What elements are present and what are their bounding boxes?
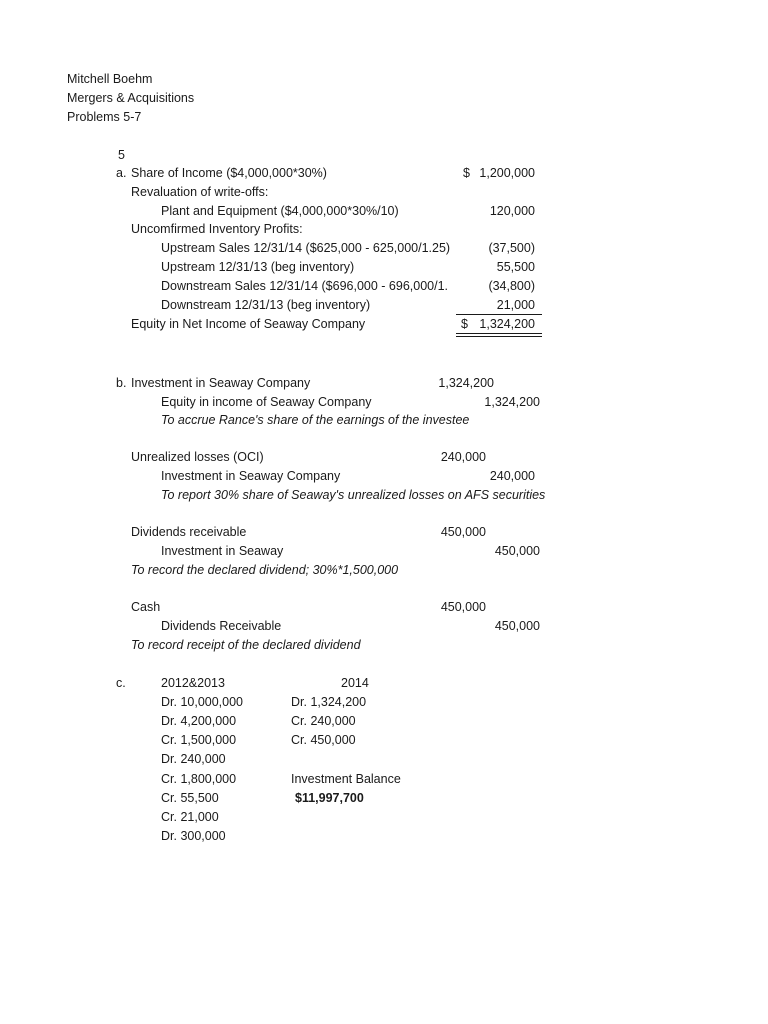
ledger-entry-2014: Cr. 450,000 bbox=[291, 733, 356, 747]
problem-number: 5 bbox=[118, 148, 125, 162]
ledger-entry-2012-2013: Dr. 240,000 bbox=[161, 752, 226, 766]
author-name: Mitchell Boehm bbox=[67, 72, 153, 86]
share-of-income-value: 1,200,000 bbox=[479, 166, 535, 180]
equity-net-income-label: Equity in Net Income of Seaway Company bbox=[131, 317, 366, 331]
ledger-entry-2012-2013: Cr. 21,000 bbox=[161, 810, 219, 824]
journal-debit-account: Investment in Seaway Company bbox=[131, 376, 311, 390]
col-2012-2013-header: 2012&2013 bbox=[161, 676, 225, 690]
journal-credit-account: Dividends Receivable bbox=[161, 619, 282, 633]
total-double-rule-1 bbox=[456, 333, 542, 334]
journal-credit-account: Investment in Seaway bbox=[161, 544, 284, 558]
journal-debit-account: Dividends receivable bbox=[131, 525, 247, 539]
revaluation-label: Revaluation of write-offs: bbox=[131, 185, 269, 199]
upstream-2013-label: Upstream 12/31/13 (beg inventory) bbox=[161, 260, 355, 274]
journal-credit-account: Investment in Seaway Company bbox=[161, 469, 341, 483]
journal-debit-amount: 1,324,200 bbox=[438, 376, 494, 390]
journal-debit-account: Cash bbox=[131, 600, 161, 614]
ledger-entry-2012-2013: Cr. 55,500 bbox=[161, 791, 219, 805]
journal-debit-amount: 450,000 bbox=[440, 600, 486, 614]
ledger-entry-2012-2013: Dr. 4,200,000 bbox=[161, 714, 237, 728]
equity-net-income-value: 1,324,200 bbox=[479, 317, 535, 331]
journal-debit-amount: 450,000 bbox=[440, 525, 486, 539]
journal-memo: To accrue Rance's share of the earnings of the investee bbox=[161, 413, 470, 427]
share-of-income-label: Share of Income ($4,000,000*30%) bbox=[131, 166, 327, 180]
upstream-2013-value: 55,500 bbox=[496, 260, 535, 274]
upstream-sales-2014-value: (37,500) bbox=[488, 241, 535, 255]
journal-credit-amount: 450,000 bbox=[494, 544, 540, 558]
ledger-entry-2014: Cr. 240,000 bbox=[291, 714, 356, 728]
ledger-entry-2012-2013: Dr. 10,000,000 bbox=[161, 695, 244, 709]
part-a-label: a. bbox=[116, 166, 127, 180]
total-double-rule-2 bbox=[456, 336, 542, 337]
plant-equipment-label: Plant and Equipment ($4,000,000*30%/10) bbox=[161, 204, 399, 218]
downstream-sales-2014-value: (34,800) bbox=[488, 279, 535, 293]
ledger-entry-2012-2013: Dr. 300,000 bbox=[161, 829, 226, 843]
col-2014-header: 2014 bbox=[341, 676, 369, 690]
part-c-label: c. bbox=[116, 676, 126, 690]
upstream-sales-2014-label: Upstream Sales 12/31/14 ($625,000 - 625,000/1.25) bbox=[161, 241, 451, 255]
journal-credit-amount: 240,000 bbox=[489, 469, 535, 483]
share-of-income-dollar: $ bbox=[463, 166, 470, 180]
total-top-rule bbox=[456, 314, 542, 315]
journal-credit-amount: 450,000 bbox=[494, 619, 540, 633]
ledger-entry-2012-2013: Cr. 1,500,000 bbox=[161, 733, 237, 747]
unconfirmed-inventory-label: Uncomfirmed Inventory Profits: bbox=[131, 222, 303, 236]
investment-balance-value: $11,997,700 bbox=[295, 791, 364, 805]
problems-label: Problems 5-7 bbox=[67, 110, 142, 124]
equity-net-income-dollar: $ bbox=[461, 317, 468, 331]
journal-debit-amount: 240,000 bbox=[440, 450, 486, 464]
journal-credit-account: Equity in income of Seaway Company bbox=[161, 395, 372, 409]
part-b-label: b. bbox=[116, 376, 127, 390]
plant-equipment-value: 120,000 bbox=[489, 204, 535, 218]
journal-credit-amount: 1,324,200 bbox=[484, 395, 540, 409]
ledger-entry-2014: Dr. 1,324,200 bbox=[291, 695, 367, 709]
journal-memo: To report 30% share of Seaway's unrealized losses on AFS securities bbox=[161, 488, 546, 502]
downstream-sales-2014-label: Downstream Sales 12/31/14 ($696,000 - 696,000/1. bbox=[161, 279, 448, 293]
journal-debit-account: Unrealized losses (OCI) bbox=[131, 450, 264, 464]
downstream-2013-value: 21,000 bbox=[496, 298, 535, 312]
ledger-entry-2012-2013: Cr. 1,800,000 bbox=[161, 772, 237, 786]
journal-memo: To record receipt of the declared dividend bbox=[131, 638, 361, 652]
downstream-2013-label: Downstream 12/31/13 (beg inventory) bbox=[161, 298, 371, 312]
journal-memo: To record the declared dividend; 30%*1,500,000 bbox=[131, 563, 399, 577]
course-title: Mergers & Acquisitions bbox=[67, 91, 195, 105]
investment-balance-label: Investment Balance bbox=[291, 772, 401, 786]
